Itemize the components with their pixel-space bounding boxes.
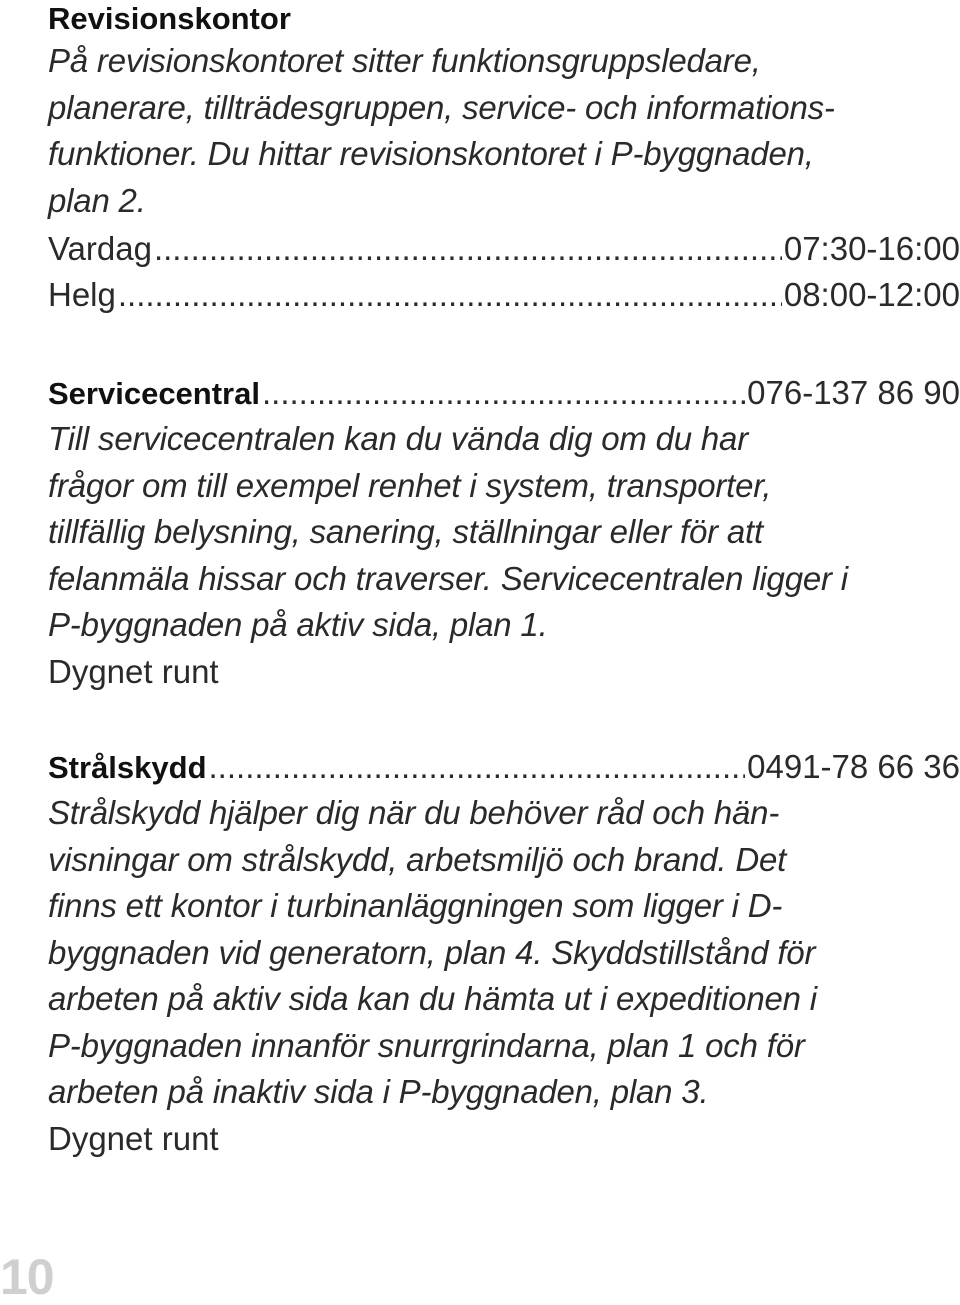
dot-leader xyxy=(209,744,746,790)
service-hours: Dygnet runt xyxy=(48,652,219,690)
service-line: P-byggnaden på aktiv sida, plan 1. xyxy=(48,606,548,643)
radiation-line: P-byggnaden innanför snurrgrindarna, plan 1 och för xyxy=(48,1026,805,1064)
revision-line: På revisionskontoret sitter funktionsgruppsledare, xyxy=(48,42,761,79)
service-line: frågor om till exempel renhet i system, transporter, xyxy=(48,466,772,504)
hours-label: Vardag xyxy=(48,230,152,267)
radiation-line: arbeten på aktiv sida kan du hämta ut i expeditionen i xyxy=(48,980,817,1017)
service-line: Till servicecentralen kan du vända dig om du har xyxy=(48,420,748,457)
revision-line: plan 2. xyxy=(48,181,146,219)
radiation-phone: 0491-78 66 36 xyxy=(747,748,960,785)
radiation-line: byggnaden vid generatorn, plan 4. Skyddstillstånd för xyxy=(48,933,816,971)
revision-body xyxy=(48,38,960,224)
service-line: tillfällig belysning, sanering, ställningar eller för att xyxy=(48,513,763,550)
radiation-body xyxy=(48,790,960,1116)
radiation-heading: Strålskydd xyxy=(48,750,207,785)
radiation-line: finns ett kontor i turbinanläggningen som ligger i D- xyxy=(48,887,783,924)
revision-section xyxy=(48,0,960,318)
dot-leader xyxy=(154,226,782,272)
service-body xyxy=(48,416,960,649)
page-number: 10 xyxy=(0,1249,54,1305)
service-section xyxy=(48,370,960,695)
hours-value: 08:00-12:00 xyxy=(783,276,960,313)
service-heading: Servicecentral xyxy=(48,376,260,411)
radiation-line: arbeten på inaktiv sida i P-byggnaden, plan 3. xyxy=(48,1073,709,1110)
radiation-heading-row xyxy=(48,744,960,790)
dot-leader xyxy=(118,272,782,318)
radiation-line: visningar om strålskydd, arbetsmiljö och brand. Det xyxy=(48,840,787,878)
hours-row-weekend xyxy=(48,272,960,318)
service-phone: 076-137 86 90 xyxy=(747,374,960,411)
service-heading-row xyxy=(48,370,960,416)
radiation-section xyxy=(48,744,960,1162)
revision-heading: Revisionskontor xyxy=(48,1,291,36)
service-line: felanmäla hissar och traverser. Servicecentralen ligger i xyxy=(48,559,848,597)
revision-line: funktioner. Du hittar revisionskontoret i P-byggnaden, xyxy=(48,135,814,172)
hours-row-weekday xyxy=(48,226,960,272)
dot-leader xyxy=(262,370,745,416)
radiation-line: Strålskydd hjälper dig när du behöver råd och hän- xyxy=(48,794,780,831)
hours-label: Helg xyxy=(48,276,116,313)
hours-value: 07:30-16:00 xyxy=(783,230,960,267)
radiation-hours: Dygnet runt xyxy=(48,1119,219,1157)
revision-line: planerare, tillträdesgruppen, service- och informations- xyxy=(48,88,835,126)
